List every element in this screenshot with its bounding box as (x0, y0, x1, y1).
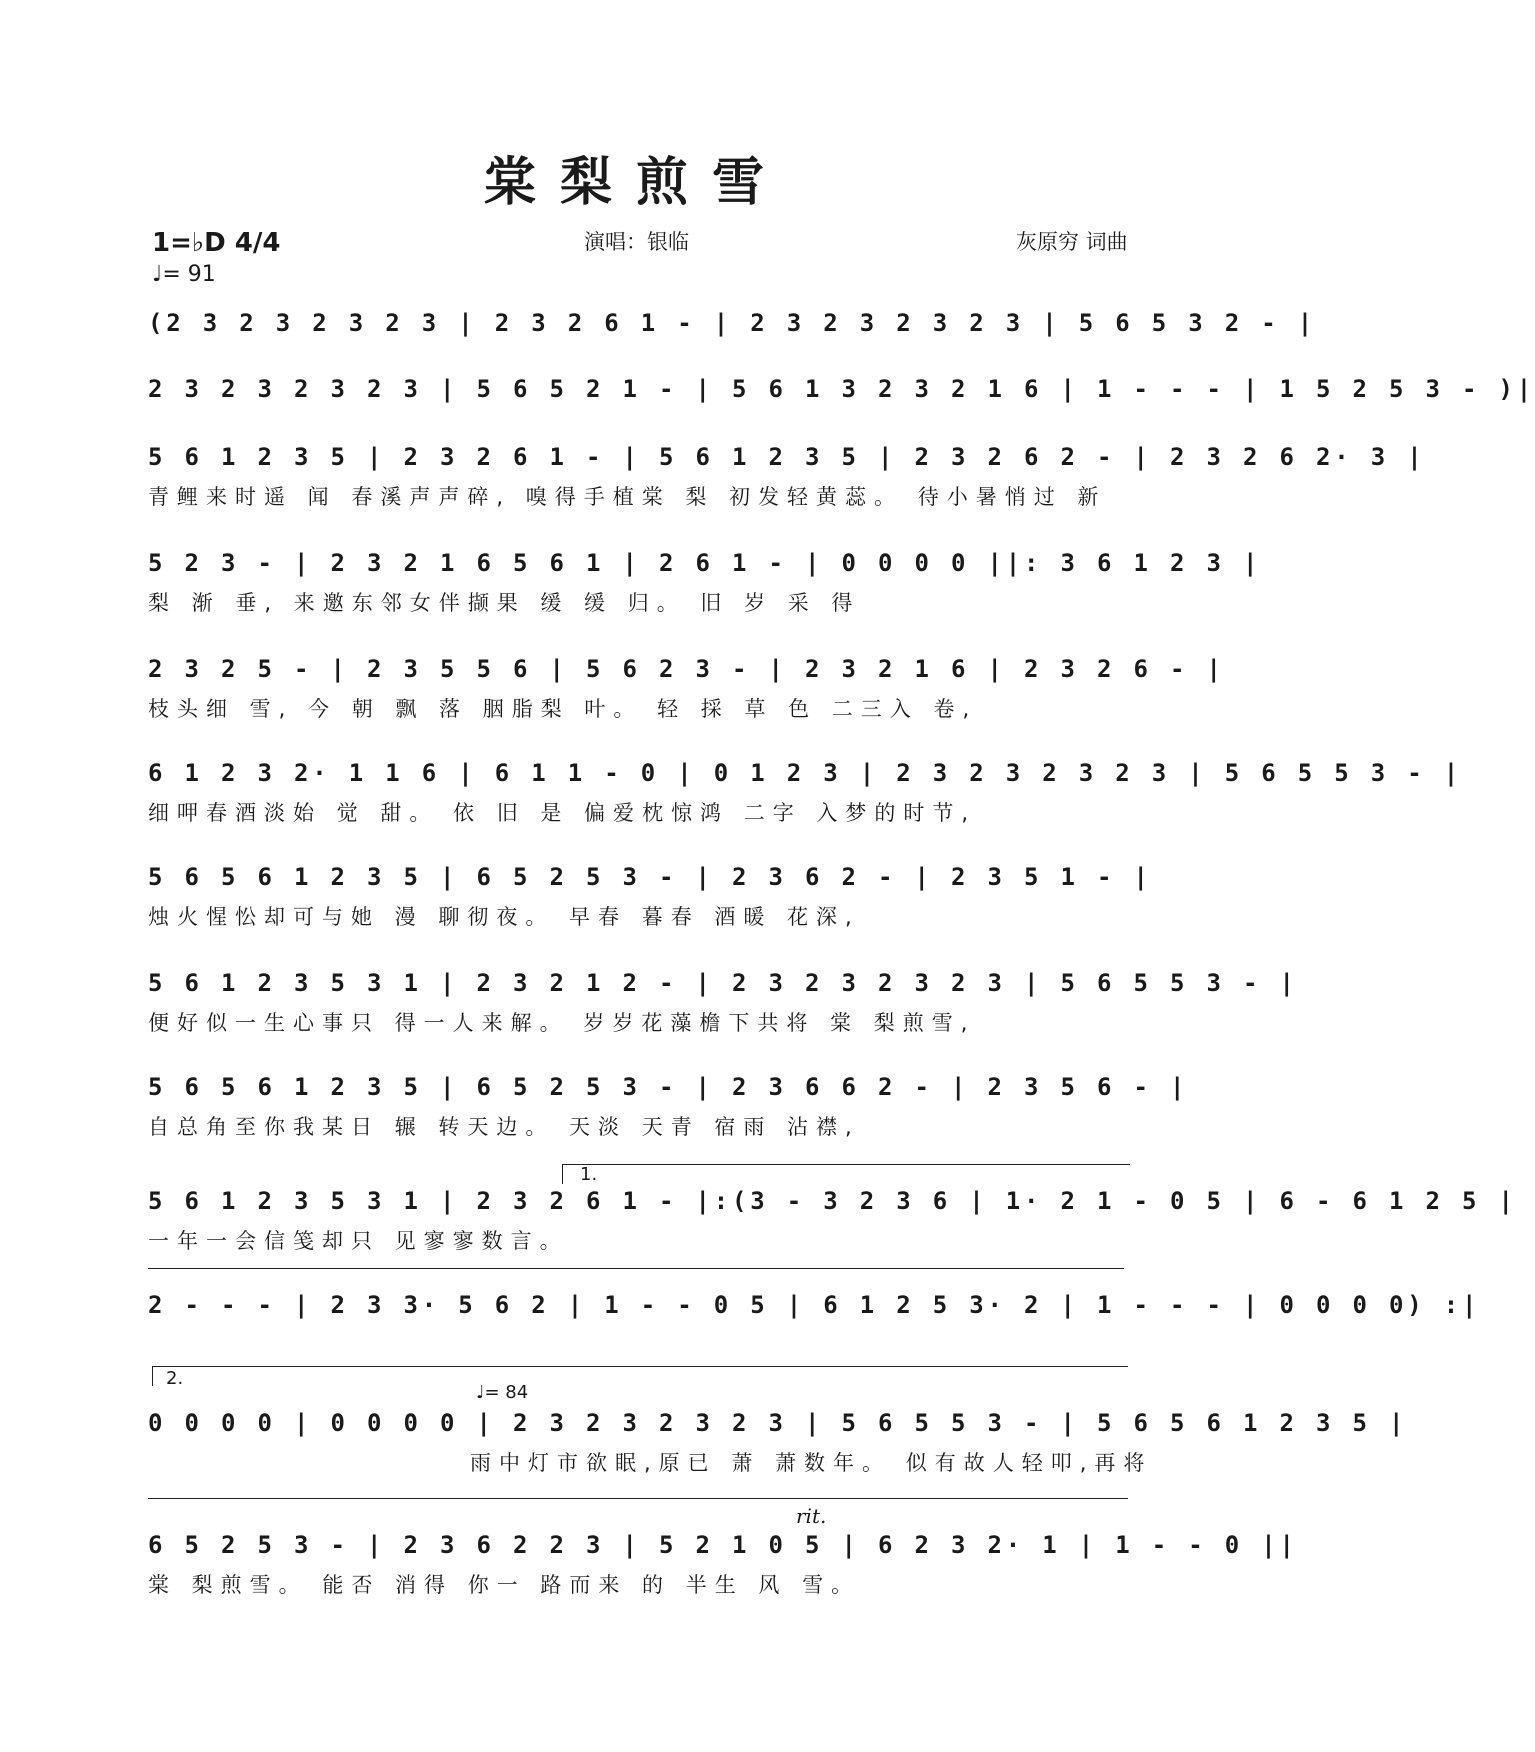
lyrics-line: 棠 梨煎雪。 能否 消得 你一 路而来 的 半生 风 雪。 (148, 1573, 861, 1597)
numbered-notation-line: (2 3 2 3 2 3 2 3 | 2 3 2 6 1 - | 2 3 2 3 2 3 2 3 | 5 6 5 3 2 - | (148, 309, 1316, 337)
singer-credit: 演唱：银临 (584, 230, 689, 254)
volta-bracket-line (152, 1366, 1128, 1367)
numbered-notation-line: 5 2 3 - | 2 3 2 1 6 5 6 1 | 2 6 1 - | 0 0 0 0 ||: 3 6 1 2 3 | (148, 549, 1262, 577)
numbered-notation-line: 2 3 2 3 2 3 2 3 | 5 6 5 2 1 - | 5 6 1 3 2 3 2 1 6 | 1 - - - | 1 5 2 5 3 - )| (148, 375, 1535, 403)
volta-number: 2. (166, 1368, 184, 1389)
composer-credit: 灰原穷 词曲 (1016, 230, 1128, 254)
song-title: 棠梨煎雪 (483, 152, 788, 213)
lyrics-line: 一年一会信笺却只 见寥寥数言。 (148, 1229, 569, 1253)
lyrics-line: 烛火惺忪却可与她 漫 聊彻夜。 早春 暮春 酒暖 花深, (148, 905, 860, 929)
lyrics-line: 便好似一生心事只 得一人来解。 岁岁花藻檐下共将 棠 梨煎雪, (148, 1011, 976, 1035)
volta-bracket-line (148, 1268, 1124, 1269)
numbered-notation-line: 5 6 5 6 1 2 3 5 | 6 5 2 5 3 - | 2 3 6 2 - | 2 3 5 1 - | (148, 863, 1152, 891)
numbered-notation-line: 5 6 1 2 3 5 3 1 | 2 3 2 1 2 - | 2 3 2 3 2 3 2 3 | 5 6 5 5 3 - | (148, 969, 1298, 997)
volta-bracket-line (562, 1164, 1130, 1165)
lyrics-line: 细呷春酒淡始 觉 甜。 依 旧 是 偏爱枕惊鸿 二字 入梦的时节, (148, 801, 977, 825)
tempo-change-marking: ♩= 84 (476, 1382, 529, 1403)
lyrics-line: 雨中灯市欲眠,原已 萧 萧数年。 似有故人轻叩,再将 (470, 1451, 1153, 1475)
tempo-marking: ♩= 91 (152, 262, 216, 287)
numbered-notation-line: 0 0 0 0 | 0 0 0 0 | 2 3 2 3 2 3 2 3 | 5 6 5 5 3 - | 5 6 5 6 1 2 3 5 | (148, 1409, 1408, 1437)
lyrics-line: 梨 渐 垂, 来邀东邻女伴撷果 缓 缓 归。 旧 岁 采 得 (148, 591, 861, 615)
ritardando-marking: rit. (796, 1504, 827, 1528)
volta-bracket-hook (152, 1366, 153, 1386)
numbered-notation-line: 2 3 2 5 - | 2 3 5 5 6 | 5 6 2 3 - | 2 3 2 1 6 | 2 3 2 6 - | (148, 655, 1225, 683)
numbered-notation-line: 2 - - - | 2 3 3· 5 6 2 | 1 - - 0 5 | 6 1 2 5 3· 2 | 1 - - - | 0 0 0 0) :| (148, 1291, 1481, 1319)
numbered-notation-line: 6 1 2 3 2· 1 1 6 | 6 1 1 - 0 | 0 1 2 3 | 2 3 2 3 2 3 2 3 | 5 6 5 5 3 - | (148, 759, 1462, 787)
volta-bracket-line (148, 1498, 1128, 1499)
key-signature: 1=♭D 4/4 (152, 228, 281, 258)
numbered-notation-line: 6 5 2 5 3 - | 2 3 6 2 2 3 | 5 2 1 0 5 | 6 2 3 2· 1 | 1 - - 0 || (148, 1531, 1298, 1559)
numbered-notation-line: 5 6 1 2 3 5 3 1 | 2 3 2 6 1 - |:(3 - 3 2 3 6 | 1· 2 1 - 0 5 | 6 - 6 1 2 5 | (148, 1187, 1517, 1215)
volta-number: 1. (580, 1164, 598, 1185)
numbered-notation-line: 5 6 5 6 1 2 3 5 | 6 5 2 5 3 - | 2 3 6 6 2 - | 2 3 5 6 - | (148, 1073, 1189, 1101)
lyrics-line: 枝头细 雪, 今 朝 飘 落 胭脂梨 叶。 轻 採 草 色 二三入 卷, (148, 697, 978, 721)
lyrics-line: 青鲤来时遥 闻 春溪声声碎, 嗅得手植棠 梨 初发轻黄蕊。 待小暑悄过 新 (148, 485, 1107, 509)
numbered-notation-line: 5 6 1 2 3 5 | 2 3 2 6 1 - | 5 6 1 2 3 5 | 2 3 2 6 2 - | 2 3 2 6 2· 3 | (148, 443, 1426, 471)
lyrics-line: 自总角至你我某日 辗 转天边。 天淡 天青 宿雨 沾襟, (148, 1115, 860, 1139)
